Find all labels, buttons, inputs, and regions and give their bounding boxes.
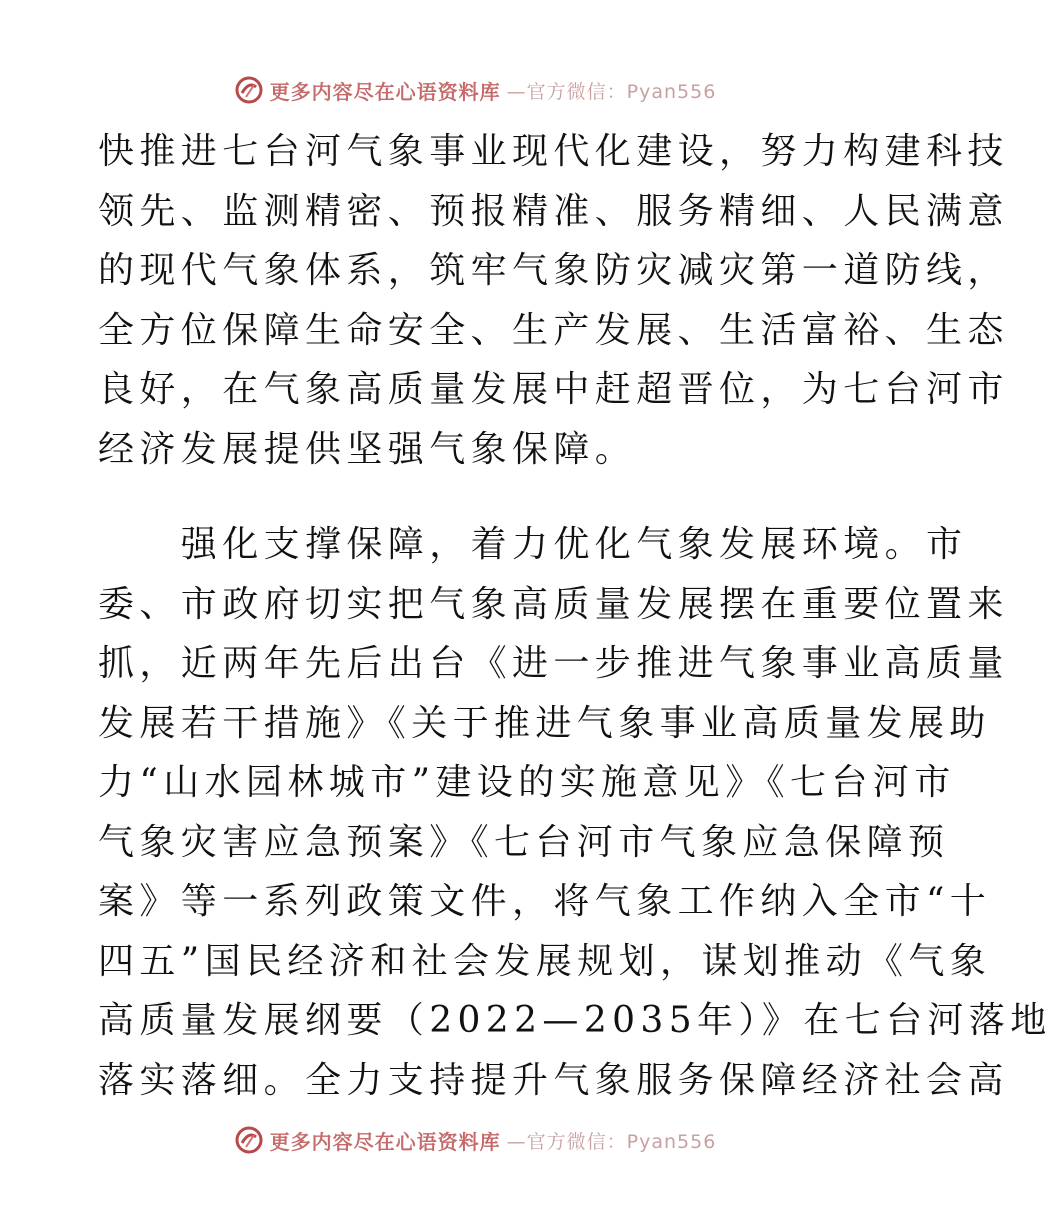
- text-line: 委、市政府切实把气象高质量发展摆在重要位置来: [98, 583, 1009, 625]
- text-line: 快推进七台河气象事业现代化建设，努力构建科技: [98, 131, 1009, 172]
- document-body: [98, 122, 1052, 1110]
- watermark-main-text: 更多内容尽在心语资料库: [269, 79, 501, 104]
- text-line: 四五”国民经济和社会发展规划，谋划推动《气象: [98, 940, 992, 982]
- text-line: 气象灾害应急预案》《七台河市气象应急保障预: [98, 821, 950, 863]
- text-line: 领先、监测精密、预报精准、服务精细、人民满意: [98, 190, 1009, 232]
- text-line: 良好，在气象高质量发展中赶超晋位，为七台河市: [98, 369, 1009, 410]
- text-line: 高质量发展纲要（2022—2035年）》在七台河落地: [98, 1000, 1052, 1041]
- watermark-sub-text: —官方微信：Pyan556: [506, 1130, 717, 1153]
- text-line: 经济发展提供坚强气象保障。: [98, 428, 637, 470]
- paragraph-spacer: [98, 479, 858, 515]
- text-line: 的现代气象体系，筑牢气象防灾减灾第一道防线，: [98, 250, 1009, 291]
- paragraph-1: [98, 122, 1009, 479]
- header-watermark: [0, 72, 950, 108]
- watermark-main-text: 更多内容尽在心语资料库: [269, 1129, 501, 1154]
- seal-logo-icon: [234, 75, 264, 105]
- text-line: 案》等一系列政策文件，将气象工作纳入全市“十: [98, 881, 992, 922]
- seal-logo-icon: [234, 1125, 264, 1155]
- text-line: 全方位保障生命安全、生产发展、生活富裕、生态: [98, 309, 1009, 351]
- text-line: 抓，近两年先后出台《进一步推进气象事业高质量: [98, 643, 1009, 684]
- text-line: 落实落细。全力支持提升气象服务保障经济社会高: [98, 1059, 1009, 1101]
- watermark-sub-text: —官方微信：Pyan556: [506, 80, 717, 103]
- text-line: 强化支撑保障，着力优化气象发展环境。市: [98, 524, 968, 565]
- paragraph-2: [98, 515, 1052, 1110]
- footer-watermark: [0, 1122, 950, 1158]
- text-line: 力“山水园林城市”建设的实施意见》《七台河市: [98, 762, 956, 803]
- text-line: 发展若干措施》《关于推进气象事业高质量发展助: [98, 702, 991, 744]
